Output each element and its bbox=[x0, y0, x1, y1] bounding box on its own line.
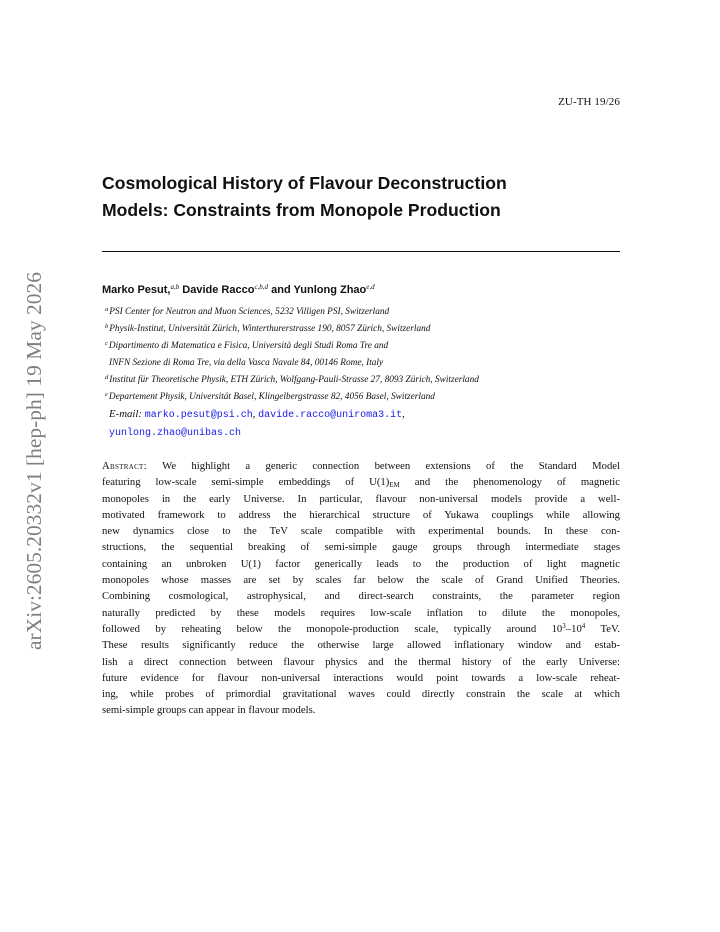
affiliation-list bbox=[105, 304, 625, 406]
abstract-text: followed by reheating below the monopole-production scale, typically around 10 bbox=[102, 622, 563, 635]
author-name: Davide Racco bbox=[182, 284, 255, 296]
affiliation-text: Institut für Theoretische Physik, ETH Zürich, Wolfgang-Pauli-Strasse 27, 8093 Zürich, Switzerland bbox=[109, 375, 479, 385]
paper-title bbox=[102, 170, 622, 224]
abstract-text: and the phenomenology of magnetic bbox=[399, 476, 620, 489]
author-name: Yunlong Zhao bbox=[293, 284, 367, 296]
author-list bbox=[102, 284, 375, 296]
abstract-line: monopoles in the early Universe. In particular, flavour non-universal models provide a well- bbox=[102, 492, 620, 505]
abstract-line: semi-simple groups can appear in flavour models. bbox=[102, 704, 316, 717]
affiliation-mark: c bbox=[105, 340, 108, 347]
email-separator: , bbox=[252, 408, 256, 420]
abstract-line: containing an unbroken U(1) factor generically leads to the production of light magnetic bbox=[102, 557, 620, 570]
email-block bbox=[109, 406, 629, 442]
abstract-line: lish a direct connection between flavour physics and the thermal history of the early Universe: bbox=[102, 655, 620, 668]
email-separator: , bbox=[402, 408, 405, 420]
title-divider bbox=[102, 251, 620, 252]
abstract-line: structions, the sequential breaking of semi-simple gauge groups through intermediate stages bbox=[102, 541, 620, 554]
affiliation-item bbox=[105, 321, 625, 338]
affiliation-item bbox=[105, 338, 625, 355]
affiliation-mark: e bbox=[105, 391, 108, 398]
abstract-text: featuring low-scale semi-simple embeddings of U(1) bbox=[102, 476, 390, 489]
author-affiliation-marks: c,b,d bbox=[254, 283, 269, 291]
affiliation-mark: b bbox=[105, 323, 109, 330]
paper-title-line-1: Cosmological History of Flavour Deconstruction bbox=[102, 173, 507, 193]
author-affiliation-marks: e,d bbox=[366, 283, 375, 291]
abstract-line: These results significantly reduce the otherwise large allowed inflationary window and estab- bbox=[102, 639, 620, 652]
exponent: 3 bbox=[562, 621, 566, 630]
affiliation-item bbox=[105, 372, 625, 389]
abstract-text: TeV. bbox=[585, 622, 621, 635]
abstract-line: ing, while probes of primordial gravitational waves could directly constrain the scale at which bbox=[102, 688, 620, 701]
email-link-pesut[interactable]: marko.pesut@psi.ch bbox=[144, 410, 253, 421]
abstract-line bbox=[102, 458, 620, 474]
abstract bbox=[102, 458, 620, 719]
affiliation-item bbox=[105, 389, 625, 406]
em-subscript: EM bbox=[389, 481, 400, 490]
abstract-line: naturally predicted by these models requires low-scale inflation to dilute the monopoles, bbox=[102, 606, 620, 619]
abstract-line: motivated framework to address the hierarchical structure of Yukawa couplings while allowing bbox=[102, 508, 620, 521]
abstract-line bbox=[102, 474, 620, 490]
affiliation-continuation: INFN Sezione di Roma Tre, via della Vasca Navale 84, 00146 Rome, Italy bbox=[109, 358, 384, 368]
abstract-text: –10 bbox=[565, 622, 582, 635]
affiliation-text: Physik-Institut, Universität Zürich, Winterthurerstrasse 190, 8057 Zürich, Switzerland bbox=[109, 324, 431, 334]
author-connector: and bbox=[271, 284, 291, 296]
abstract-text: We highlight a generic connection between extensions of the Standard Model bbox=[162, 460, 621, 472]
affiliation-text: PSI Center for Neutron and Muon Sciences, 5232 Villigen PSI, Switzerland bbox=[109, 307, 390, 317]
abstract-heading: Abstract: bbox=[102, 460, 147, 472]
arxiv-identifier-stamp: arXiv:2605.20332v1 [hep-ph] 19 May 2026 bbox=[22, 272, 46, 650]
affiliation-text: Departement Physik, Universität Basel, Klingelbergstrasse 82, 4056 Basel, Switzerland bbox=[108, 392, 435, 402]
author-affiliation-marks: a,b bbox=[170, 283, 180, 291]
paper-title-line-2: Models: Constraints from Monopole Production bbox=[102, 200, 501, 220]
author-name: Marko Pesut, bbox=[102, 284, 171, 296]
affiliation-item bbox=[105, 304, 625, 321]
affiliation-text: Dipartimento di Matematica e Fisica, Università degli Studi Roma Tre and bbox=[108, 341, 389, 351]
affiliation-mark: a bbox=[105, 306, 109, 313]
exponent: 4 bbox=[581, 621, 586, 630]
abstract-line bbox=[102, 621, 620, 637]
email-link-zhao[interactable]: yunlong.zhao@unibas.ch bbox=[109, 428, 242, 439]
abstract-line: new dynamics close to the TeV scale compatible with experimental bounds. In these con- bbox=[102, 525, 620, 538]
abstract-line: future evidence for flavour non-universal interactions would point towards a low-scale reheat- bbox=[102, 671, 620, 684]
affiliation-mark: d bbox=[105, 374, 109, 381]
email-link-racco[interactable]: davide.racco@uniroma3.it bbox=[258, 410, 403, 421]
report-number: ZU-TH 19/26 bbox=[558, 96, 620, 108]
abstract-line: Combining cosmological, astrophysical, and direct-search constraints, the parameter region bbox=[102, 590, 620, 603]
email-label: E-mail: bbox=[109, 408, 142, 420]
abstract-line: monopoles whose masses are set by scales far below the scale of Grand Unified Theories. bbox=[102, 574, 620, 587]
